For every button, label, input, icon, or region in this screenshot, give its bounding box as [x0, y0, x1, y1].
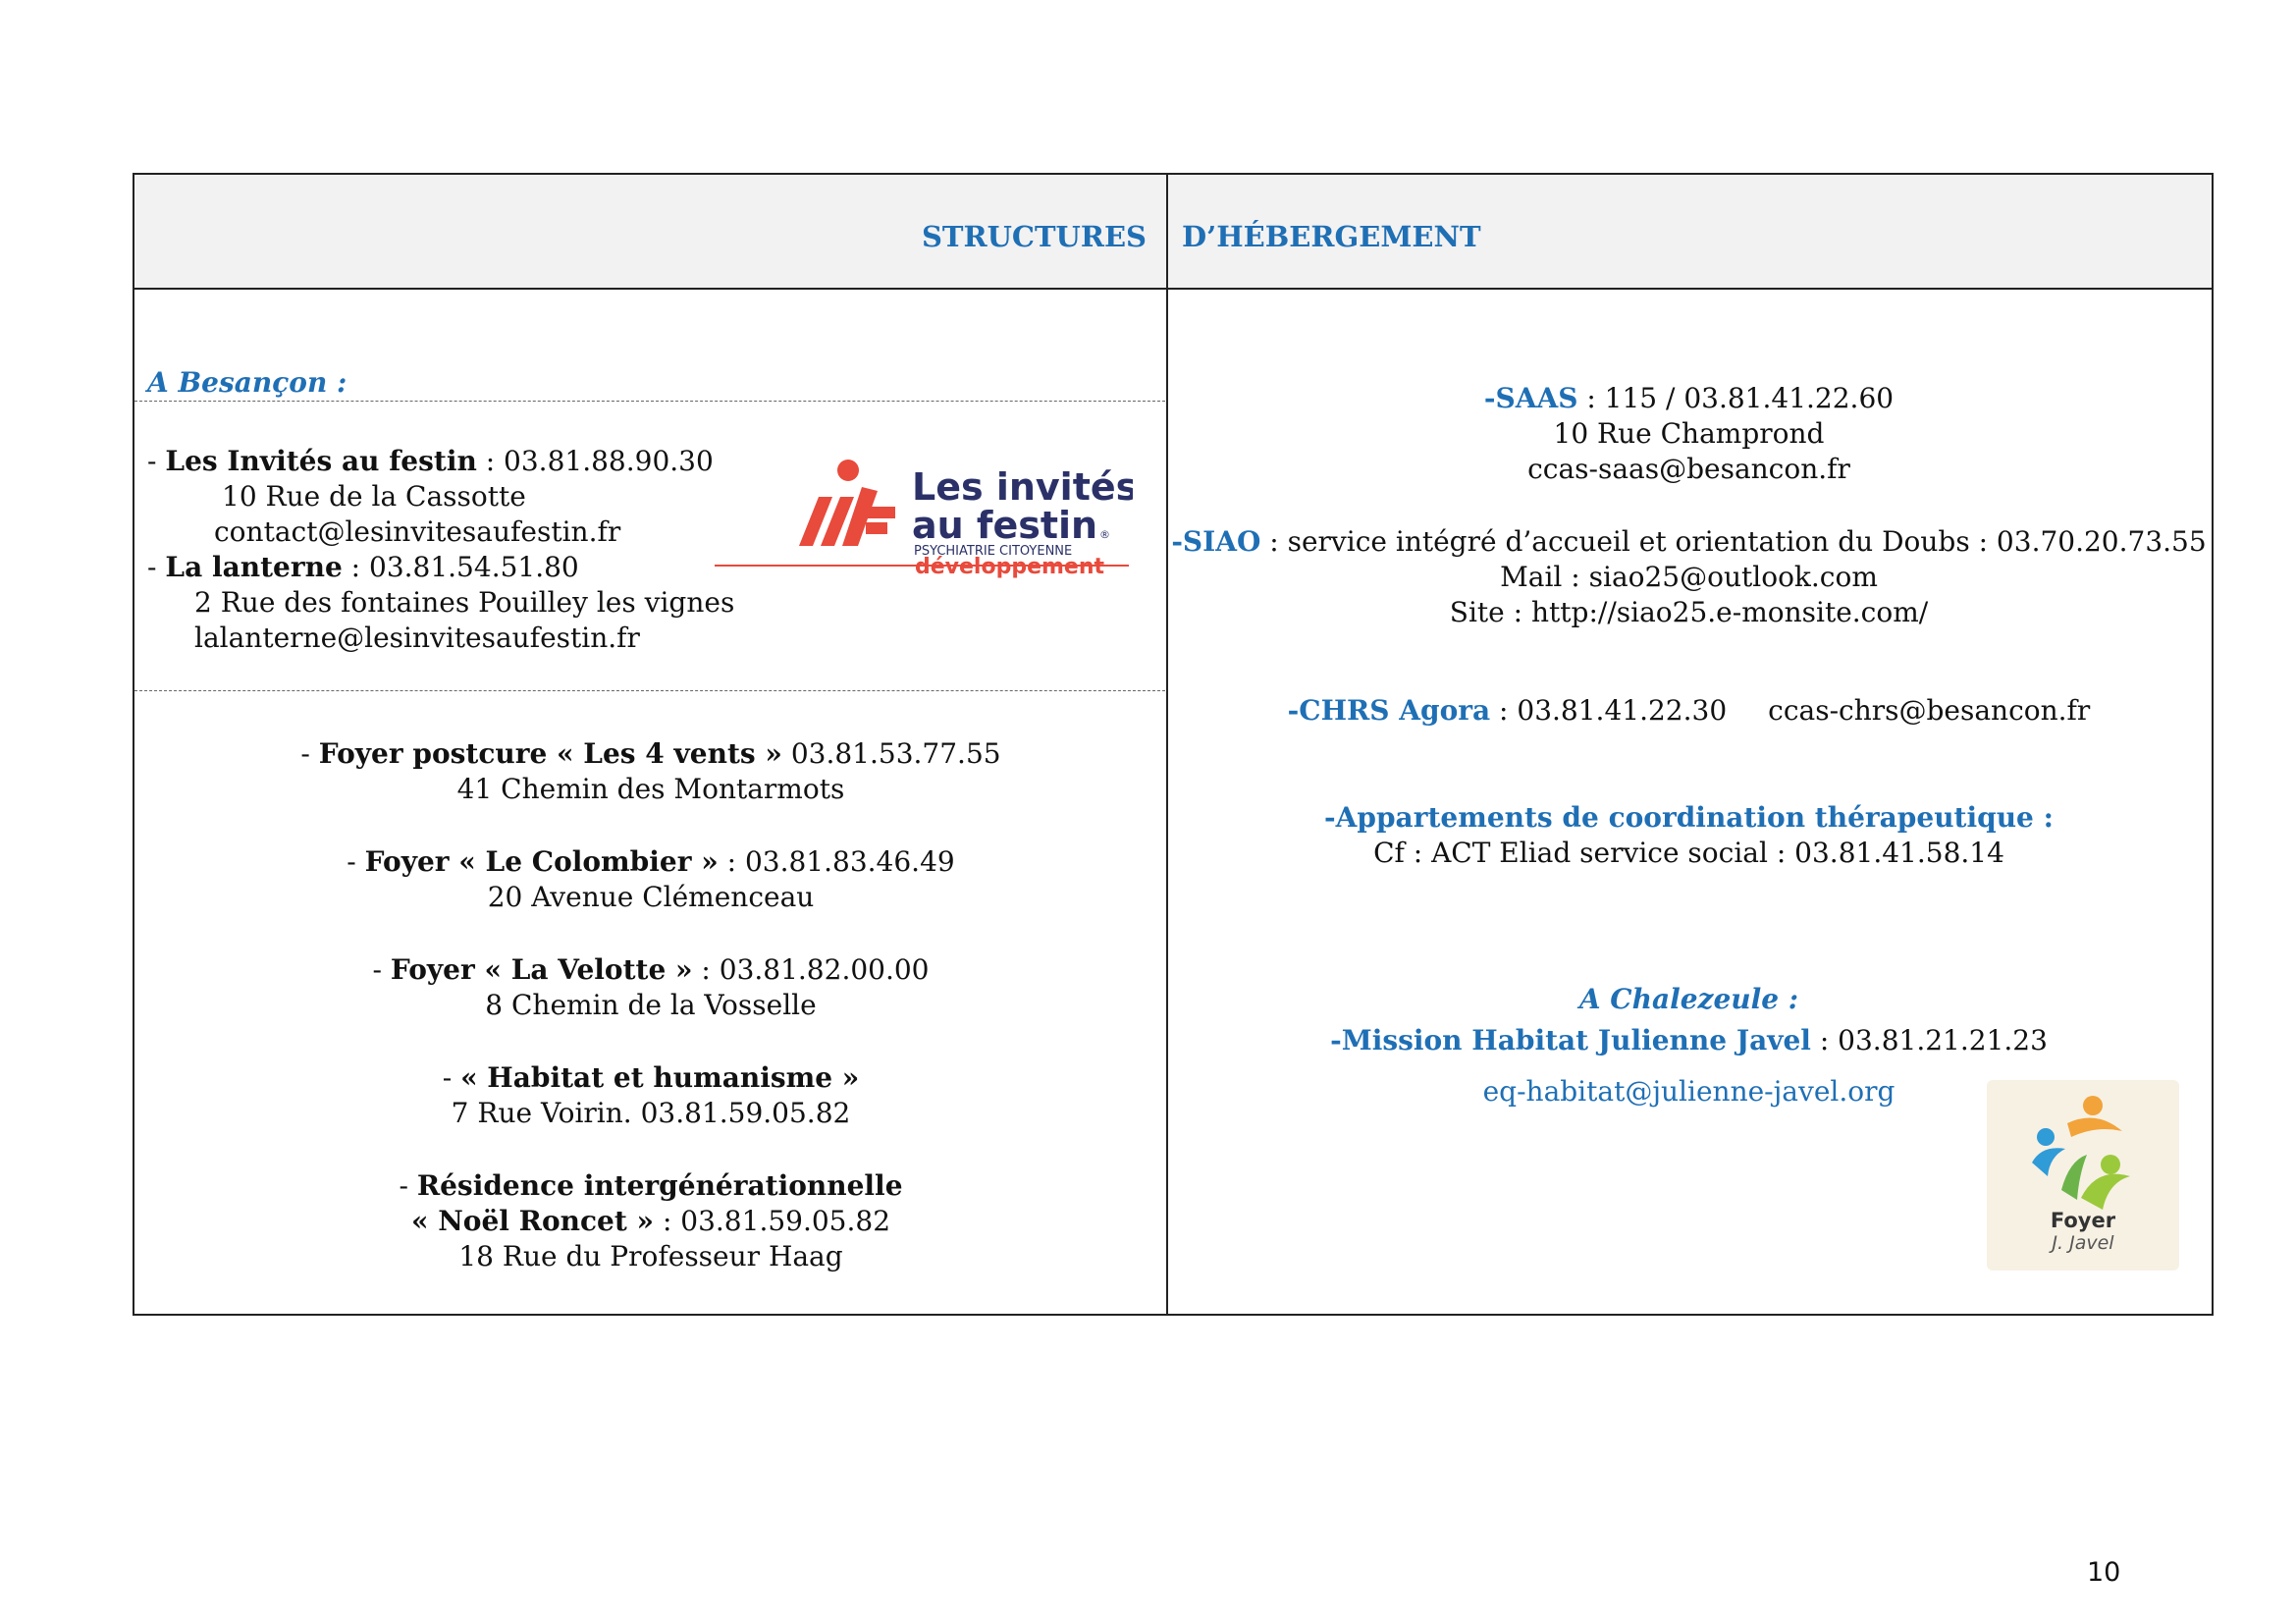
lanterne-email: lalanterne@lesinvitesaufestin.fr	[194, 622, 640, 654]
residence-line2	[134, 1204, 1167, 1239]
habitat-name: « Habitat et humanisme »	[460, 1061, 860, 1094]
chrs-email: ccas-chrs@besancon.fr	[1768, 694, 2091, 727]
lanterne-address: 2 Rue des fontaines Pouilley les vignes	[194, 586, 735, 619]
colombier-name: Foyer « Le Colombier »	[364, 845, 719, 878]
logo-sub: PSYCHIATRIE CITOYENNE	[914, 544, 1073, 559]
logo-dev: développement	[915, 555, 1105, 579]
velotte-address: 8 Chemin de la Vosselle	[485, 989, 817, 1021]
logo-reg: ®	[1099, 528, 1110, 541]
habitat-address: 7 Rue Voirin. 03.81.59.05.82	[451, 1097, 851, 1129]
residence-name1: Résidence intergénérationnelle	[416, 1169, 903, 1202]
siao-site: Site : http://siao25.e-monsite.com/	[1449, 596, 1929, 628]
lanterne-name: La lanterne	[165, 551, 343, 583]
foyer-javel-logo	[1987, 1080, 2179, 1271]
postcure-phone: 03.81.53.77.55	[781, 737, 1001, 770]
saas-email: ccas-saas@besancon.fr	[1527, 453, 1850, 485]
residence-phone: : 03.81.59.05.82	[654, 1205, 891, 1237]
colombier-address: 20 Avenue Clémenceau	[487, 881, 815, 913]
divider-bottom	[134, 690, 1165, 691]
postcure-address: 41 Chemin des Montarmots	[456, 773, 845, 805]
invites-phone: : 03.81.88.90.30	[476, 445, 714, 477]
invites-address: 10 Rue de la Cassotte	[222, 480, 526, 513]
lanterne-phone: : 03.81.54.51.80	[342, 551, 579, 583]
siao-name: -SIAO	[1171, 525, 1261, 558]
residence-line1: - Résidence intergénérationnelle	[399, 1169, 903, 1202]
lanterne-line: - La lanterne : 03.81.54.51.80	[147, 551, 579, 583]
siao-mail: Mail : siao25@outlook.com	[1500, 561, 1878, 593]
saas-name: -SAAS	[1483, 382, 1578, 414]
velotte-phone: : 03.81.82.00.00	[692, 953, 930, 986]
invites-name: Les Invités au festin	[165, 445, 477, 477]
table-header	[134, 175, 2212, 290]
mission-name: -Mission Habitat Julienne Javel	[1330, 1024, 1811, 1056]
logo-line2: au festin	[912, 504, 1098, 547]
act-line: Cf : ACT Eliad service social : 03.81.41.58.14	[1373, 837, 2004, 869]
page-number: 10	[2087, 1557, 2121, 1588]
invites-logo-mark	[711, 458, 1133, 585]
chrs-line	[1166, 693, 2212, 729]
location-chalezeule: A Chalezeule :	[1578, 983, 1799, 1015]
foyer-javel-mark	[1987, 1080, 2179, 1271]
logo-line1: Les invités	[912, 465, 1133, 509]
foyer-logo-line2: J. Javel	[2052, 1232, 2114, 1254]
siao-line	[1166, 524, 2212, 560]
location-besancon: A Besançon :	[147, 366, 347, 399]
colombier-phone: : 03.81.83.46.49	[718, 845, 955, 878]
saas-address: 10 Rue Champrond	[1553, 417, 1825, 450]
invites-line: - Les Invités au festin : 03.81.88.90.30	[147, 445, 714, 477]
saas-phone: : 115 / 03.81.41.22.60	[1577, 382, 1895, 414]
chrs-name: -CHRS Agora	[1287, 694, 1491, 727]
saas-line	[1166, 381, 2212, 416]
mission-email: eq-habitat@julienne-javel.org	[1482, 1075, 1896, 1108]
siao-desc: : service intégré d’accueil et orientation du Doubs : 03.70.20.73.55	[1260, 525, 2207, 558]
mission-line	[1166, 1023, 2212, 1058]
invites-au-festin-logo	[711, 458, 1133, 585]
mission-phone: : 03.81.21.21.23	[1810, 1024, 2048, 1056]
foyer-logo-line1: Foyer	[2050, 1209, 2116, 1232]
chrs-phone: : 03.81.41.22.30	[1490, 694, 1728, 727]
residence-address: 18 Rue du Professeur Haag	[458, 1240, 843, 1272]
colombier-line: - Foyer « Le Colombier » : 03.81.83.46.49	[347, 845, 955, 878]
postcure-line: - Foyer postcure « Les 4 vents » 03.81.53.77.55	[300, 737, 1001, 770]
habitat-line: - « Habitat et humanisme »	[442, 1061, 860, 1094]
header-hebergement: D’HÉBERGEMENT	[1182, 220, 1481, 253]
act-title: -Appartements de coordination thérapeutique :	[1324, 801, 2054, 834]
header-structures: STRUCTURES	[921, 220, 1147, 253]
divider-top	[134, 401, 1165, 402]
velotte-line: - Foyer « La Velotte » : 03.81.82.00.00	[372, 953, 930, 986]
postcure-name: Foyer postcure « Les 4 vents »	[318, 737, 782, 770]
invites-email: contact@lesinvitesaufestin.fr	[214, 515, 621, 548]
velotte-name: Foyer « La Velotte »	[390, 953, 693, 986]
residence-name2: « Noël Roncet »	[410, 1205, 655, 1237]
